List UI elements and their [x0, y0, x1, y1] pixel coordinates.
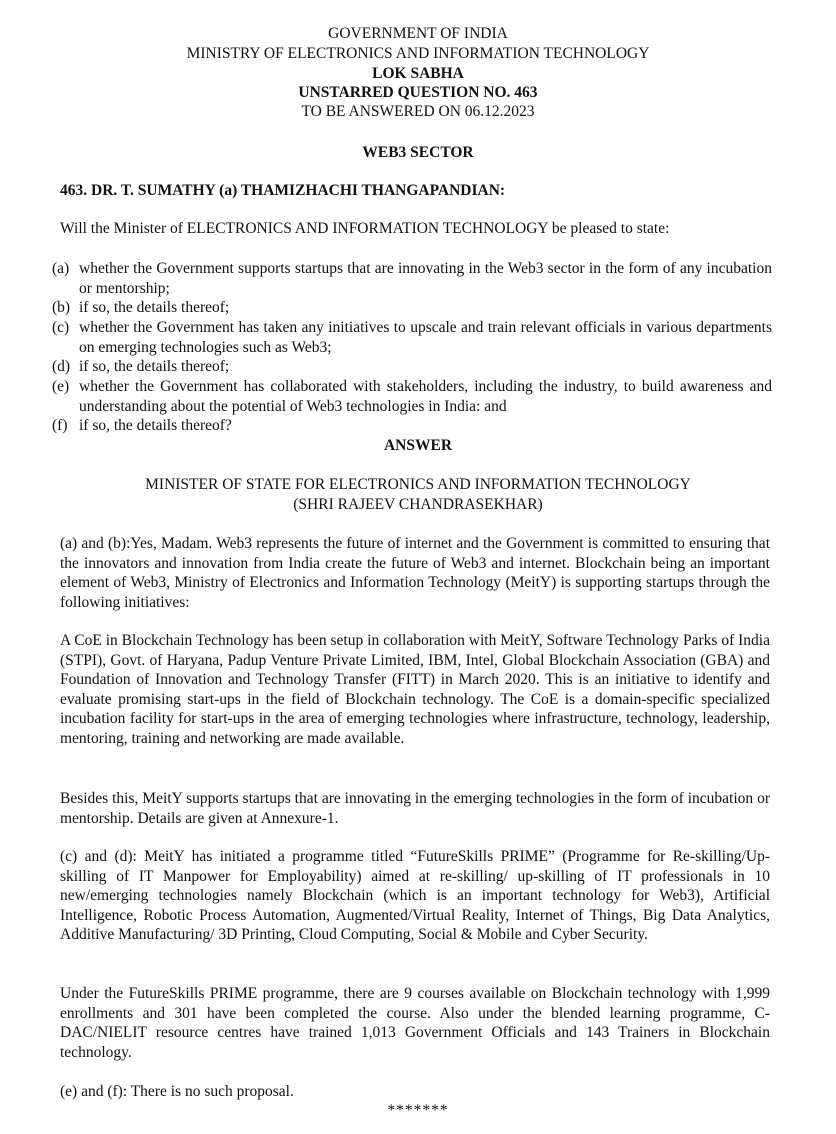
- answer-paragraph-futureskills: Under the FutureSkills PRIME programme, there are 9 courses available on Blockchain technology with 1,999 enrollments and 301 have been completed the course. Also under the blended learning programme, C-DAC/NIELIT resource centres have trained 1,013 Government Officials and 143 Trainers in Blockchain technology.: [60, 985, 770, 1061]
- answer-paragraph-ef: (e) and (f): There is no such proposal.: [60, 1083, 294, 1100]
- question-label: (e): [52, 378, 70, 395]
- question-item: [52, 259, 772, 298]
- question-text: if so, the details thereof;: [79, 358, 230, 375]
- question-item: [52, 298, 772, 318]
- question-label: (b): [52, 299, 71, 316]
- question-label: (d): [52, 358, 71, 375]
- question-text: whether the Government supports startups that are innovating in the Web3 sector in the form of any incubation or mentorship;: [79, 260, 772, 297]
- header-house: LOK SABHA: [372, 65, 464, 82]
- question-text: if so, the details thereof;: [79, 299, 230, 316]
- end-marker: *******: [387, 1102, 449, 1119]
- question-label: (c): [52, 319, 70, 336]
- question-item: [52, 357, 772, 377]
- answer-paragraph-besides: Besides this, MeitY supports startups that are innovating in the emerging technologies in the form of incubation or mentorship. Details are given at Annexure-1.: [60, 790, 770, 827]
- header-question-number: UNSTARRED QUESTION NO. 463: [298, 84, 538, 101]
- answer-heading: ANSWER: [383, 437, 453, 454]
- question-item: [52, 416, 772, 436]
- answer-paragraph-ab: (a) and (b):Yes, Madam. Web3 represents the future of internet and the Government is committed to ensuring that the innovators and innovation from India create the future of Web3 and internet. Blockchain being an important element of Web3, Ministry of Electronics and Information Technology (MeitY) is supporting startups through the following initiatives:: [60, 535, 770, 611]
- question-label: (f): [52, 417, 68, 434]
- question-item: [52, 318, 772, 357]
- header-government: GOVERNMENT OF INDIA: [328, 25, 508, 42]
- header-answer-date: TO BE ANSWERED ON 06.12.2023: [301, 103, 535, 120]
- question-text: if so, the details thereof?: [79, 417, 232, 434]
- minister-title: MINISTER OF STATE FOR ELECTRONICS AND INFORMATION TECHNOLOGY: [145, 476, 691, 493]
- intro-line: Will the Minister of ELECTRONICS AND INFORMATION TECHNOLOGY be pleased to state:: [60, 220, 670, 237]
- question-text: whether the Government has collaborated with stakeholders, including the industry, to build awareness and understanding about the potential of Web3 technologies in India: and: [79, 378, 772, 415]
- subject-title: WEB3 SECTOR: [362, 144, 474, 161]
- asker-line: 463. DR. T. SUMATHY (a) THAMIZHACHI THANGAPANDIAN:: [60, 182, 506, 199]
- question-text: whether the Government has taken any initiatives to upscale and train relevant officials in various departments on emerging technologies such as Web3;: [79, 319, 772, 356]
- minister-name: (SHRI RAJEEV CHANDRASEKHAR): [293, 496, 543, 513]
- answer-paragraph-coe: A CoE in Blockchain Technology has been setup in collaboration with MeitY, Software Technology Parks of India (STPI), Govt. of Haryana, Padup Venture Private Limited, IBM, Intel, Global Blockchain Association (GBA) and Foundation of Innovation and Technology Transfer (FITT) in March 2020. This is an initiative to identify and evaluate promising start-ups in the field of Blockchain technology. The CoE is a domain-specific specialized incubation facility for start-ups in the area of emerging technologies where infrastructure, technology, leadership, mentoring, training and networking are made available.: [60, 632, 770, 747]
- header-ministry: MINISTRY OF ELECTRONICS AND INFORMATION TECHNOLOGY: [186, 45, 650, 62]
- question-label: (a): [52, 260, 70, 277]
- question-item: [52, 377, 772, 416]
- answer-paragraph-cd: (c) and (d): MeitY has initiated a programme titled “FutureSkills PRIME” (Programme for Re-skilling/Up-skilling of IT Manpower for Employability) aimed at re-skilling/ up-skilling of IT professionals in 10 new/emerging technologies namely Blockchain (which is an important technology for Web3), Artificial Intelligence, Robotic Process Automation, Augmented/Virtual Reality, Internet of Things, Big Data Analytics, Additive Manufacturing/ 3D Printing, Cloud Computing, Social & Mobile and Cyber Security.: [60, 848, 770, 944]
